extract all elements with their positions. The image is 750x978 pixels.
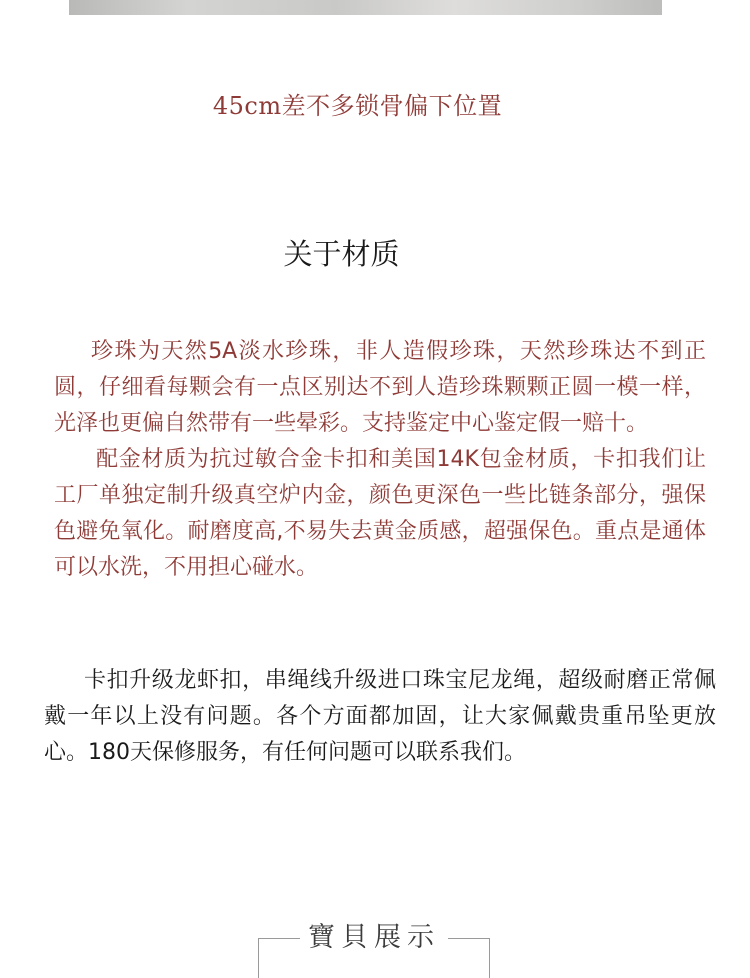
product-showcase-banner — [258, 912, 490, 972]
length-caption: 45cm差不多锁骨偏下位置 — [212, 92, 503, 120]
banner-divider-right — [448, 938, 490, 939]
material-description — [54, 334, 706, 586]
product-photo-bottom-edge — [69, 0, 662, 15]
banner-title: 寶貝展示 — [308, 922, 440, 953]
clasp-upgrade-paragraph: 卡扣升级龙虾扣，串绳线升级进口珠宝尼龙绳，超级耐磨正常佩戴一年以上没有问题。各个方面都加固，让大家佩戴贵重吊坠更放心。180天保修服务，有任何问题可以联系我们。 — [44, 668, 716, 765]
banner-divider-left — [258, 938, 300, 939]
material-section-title: 关于材质 — [283, 237, 400, 271]
gold-paragraph: 配金材质为抗过敏合金卡扣和美国14K包金材质，卡扣我们让工厂单独定制升级真空炉内金，颜色更深色一些比链条部分，强保色避免氧化。耐磨度高,不易失去黄金质感，超强保色。重点是通体可以水洗，不用担心碰水。 — [54, 447, 706, 580]
pearl-paragraph: 珍珠为天然5A淡水珍珠，非人造假珍珠，天然珍珠达不到正圆，仔细看每颗会有一点区别达不到人造珍珠颗颗正圆一模一样，光泽也更偏自然带有一些晕彩。支持鉴定中心鉴定假一赔十。 — [54, 339, 706, 436]
